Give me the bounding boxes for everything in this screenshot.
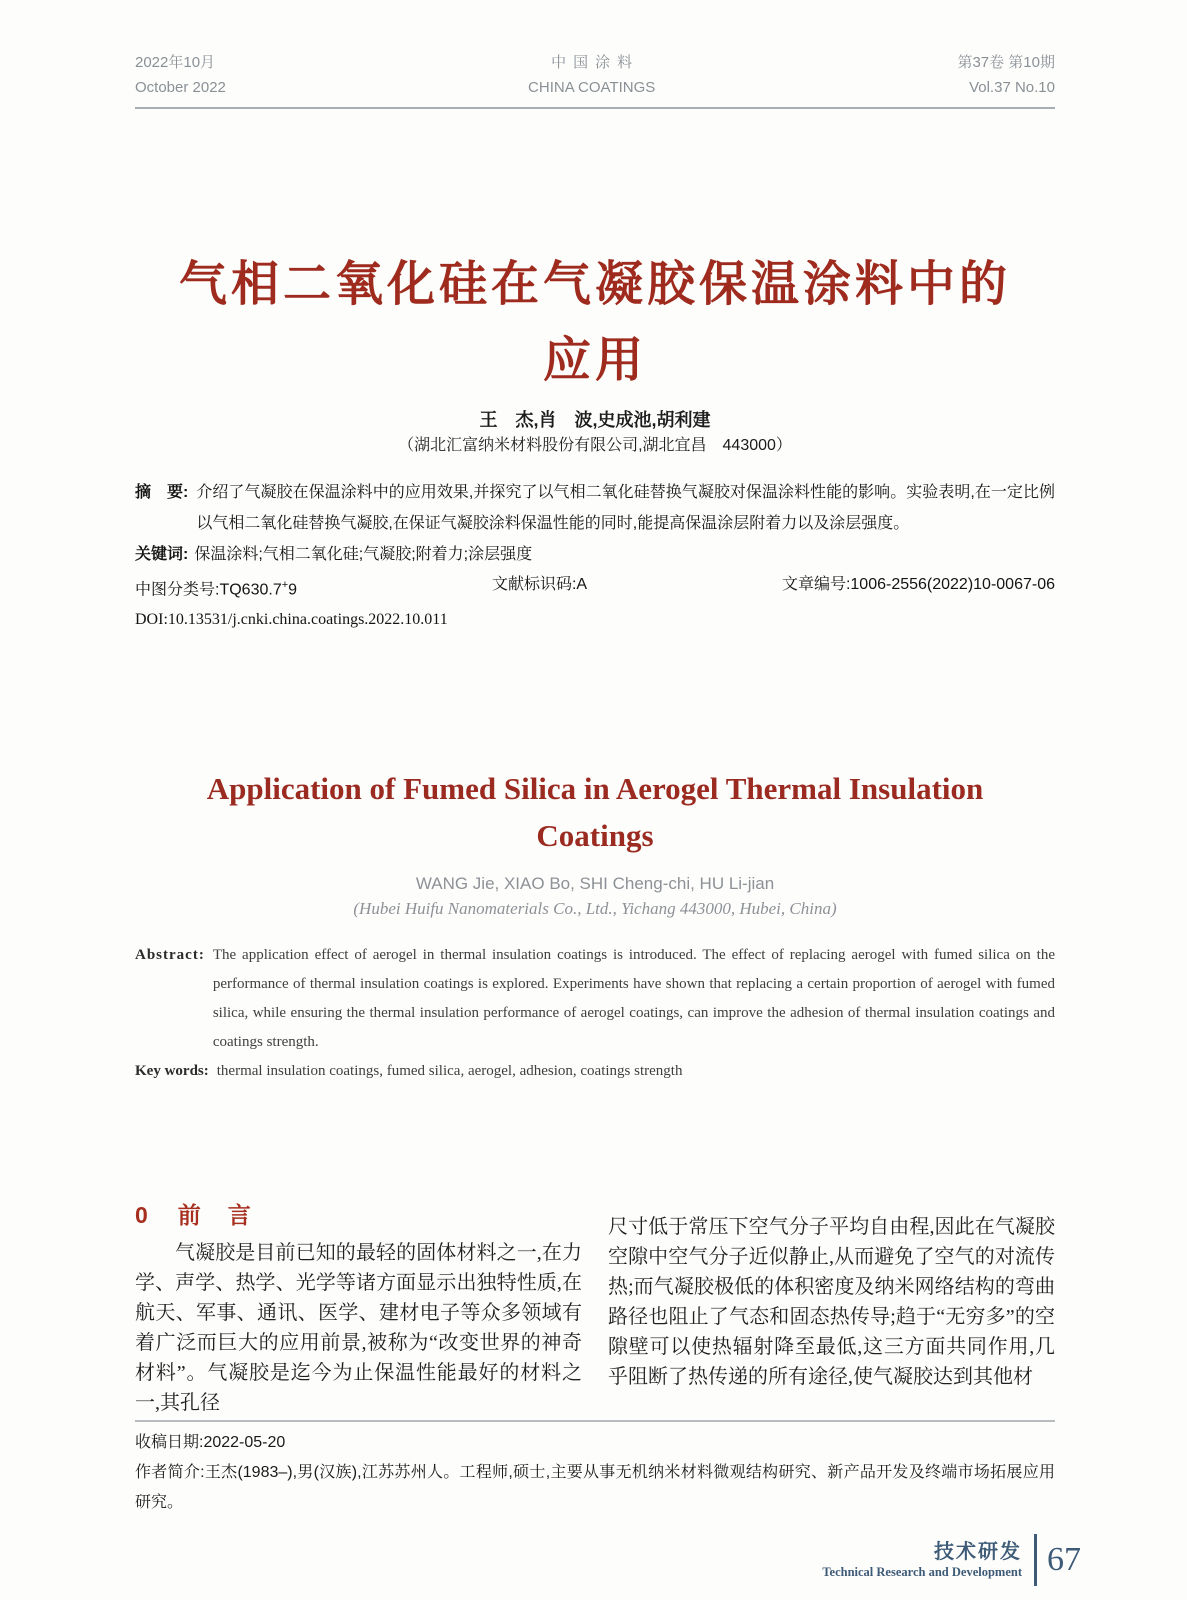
keywords-text-cn: 保温涂料;气相二氧化硅;气凝胶;附着力;涂层强度 [194,546,533,563]
clc-tail: 9 [288,581,298,599]
header-journal-name [528,50,655,100]
doi: DOI:10.13531/j.cnki.china.coatings.2022.10.011 [135,611,448,629]
keywords-text-en: thermal insulation coatings, fumed silica, aerogel, adhesion, coatings strength [216,1063,683,1080]
footer-category-cn: 技术研发 [934,1541,1022,1564]
authors-en: WANG Jie, XIAO Bo, SHI Cheng-chi, HU Li-jian [415,874,775,894]
header-divider [135,107,1055,109]
abstract-cn [135,477,1055,539]
journal-name-en: CHINA COATINGS [528,79,656,96]
article-body [135,1198,1055,1418]
abstract-text-cn: 介绍了气凝胶在保温涂料中的应用效果,并探究了以气相二氧化硅替换气凝胶对保温涂料性能的影响。实验表明,在一定比例以气相二氧化硅替换气凝胶,在保证气凝胶涂料保温性能的同时,能提高保温涂层附着力以及涂层强度。 [196,484,1055,532]
header-date-en: October 2022 [135,79,226,96]
abstract-label-en: Abstract: [135,947,205,964]
clc-superscript: + [281,579,289,591]
body-column-right [608,1198,1055,1418]
article-title-cn [135,247,1055,399]
keywords-label-en: Key words: [135,1063,209,1080]
footer-category-en: Technical Research and Development [822,1565,1022,1580]
keywords-en [135,1057,1055,1086]
body-paragraph-right: 尺寸低于常压下空气分子平均自由程,因此在气凝胶空隙中空气分子近似静止,从而避免了空气的对流传热;而气凝胶极低的体积密度及纳米网络结构的弯曲路径也阻止了气态和固态热传导;趋于“无穷多”的空隙壁可以使热辐射降至最低,这三方面共同作用,几乎阻断了热传递的所有途径,使气凝胶达到其他材 [608,1216,1055,1389]
received-date: 收稿日期:2022-05-20 [135,1434,286,1452]
keywords-label-cn: 关键词: [135,546,189,563]
authors-cn: 王 杰,肖 波,史成池,胡利建 [479,410,711,430]
clc-number [135,570,297,605]
body-paragraph-left: 气凝胶是目前已知的最轻的固体材料之一,在力学、声学、热学、光学等诸方面显示出独特性质,在航天、军事、通讯、医学、建材电子等众多领域有着广泛而巨大的应用前景,被称为“改变世界的神奇材料”。气凝胶是迄今为止保温性能最好的材料之一,其孔径 [135,1242,582,1415]
header-date [135,50,226,100]
abstract-text-en: The application effect of aerogel in thermal insulation coatings is introduced. The effect of replacing aerogel with fumed silica on the performance of thermal insulation coatings is explored. Experiments have shown that replacing a certain proportion of aerogel with fumed silica, while ensuring the thermal insulation performance of aerogel coatings, can improve the adhesion of thermal insulation coatings and coatings strength. [212,947,1055,1051]
clc-label: 中图分类号: [135,581,220,599]
issue-cn: 第37卷 第10期 [957,54,1055,71]
document-code [492,570,587,605]
section-number: 0 [135,1202,148,1229]
title-cn-line2: 应用 [542,334,647,387]
title-cn-line1: 气相二氧化硅在气凝胶保温涂料中的 [178,258,1011,311]
author-bio: 作者简介:王杰(1983–),男(汉族),江苏苏州人。工程师,硕士,主要从事无机纳米材料微观结构研究、新产品开发及终端市场拓展应用研究。 [135,1464,1055,1512]
document-code-label: 文献标识码: [491,576,577,593]
body-column-left [135,1198,582,1418]
header-date-cn: 2022年10月 [135,54,216,71]
article-number [782,570,1055,605]
page-number: 67 [1047,1541,1081,1579]
header-issue [957,50,1055,100]
abstract-en [135,941,1055,1057]
footer-category [822,1540,1022,1580]
page-footer [135,1534,1081,1586]
footer-divider-bar [1034,1534,1037,1586]
journal-header [135,50,1055,100]
title-en-line1: Application of Fumed Silica in Aerogel Thermal Insulation [206,771,984,807]
section-title: 前 言 [177,1202,253,1229]
affiliation-en: (Hubei Huifu Nanomaterials Co., Ltd., Yichang 443000, Hubei, China) [353,899,837,919]
issue-en: Vol.37 No.10 [969,79,1055,96]
article-number-value: 1006-2556(2022)10-0067-06 [850,576,1055,593]
section-heading [135,1198,582,1232]
keywords-cn [135,539,1055,570]
article-title-en [135,765,1055,859]
journal-name-cn: 中国涂料 [551,54,640,71]
meta-row [135,570,1055,605]
clc-value: TQ630.7 [219,581,282,599]
affiliation-cn: （湖北汇富纳米材料股份有限公司,湖北宜昌 443000） [398,437,792,454]
title-en-line2: Coatings [536,818,654,854]
document-code-value: A [576,576,588,593]
footnote-divider [135,1420,1055,1422]
article-number-label: 文章编号: [781,576,851,593]
abstract-label-cn: 摘 要: [135,484,189,501]
footnote [135,1428,1055,1518]
